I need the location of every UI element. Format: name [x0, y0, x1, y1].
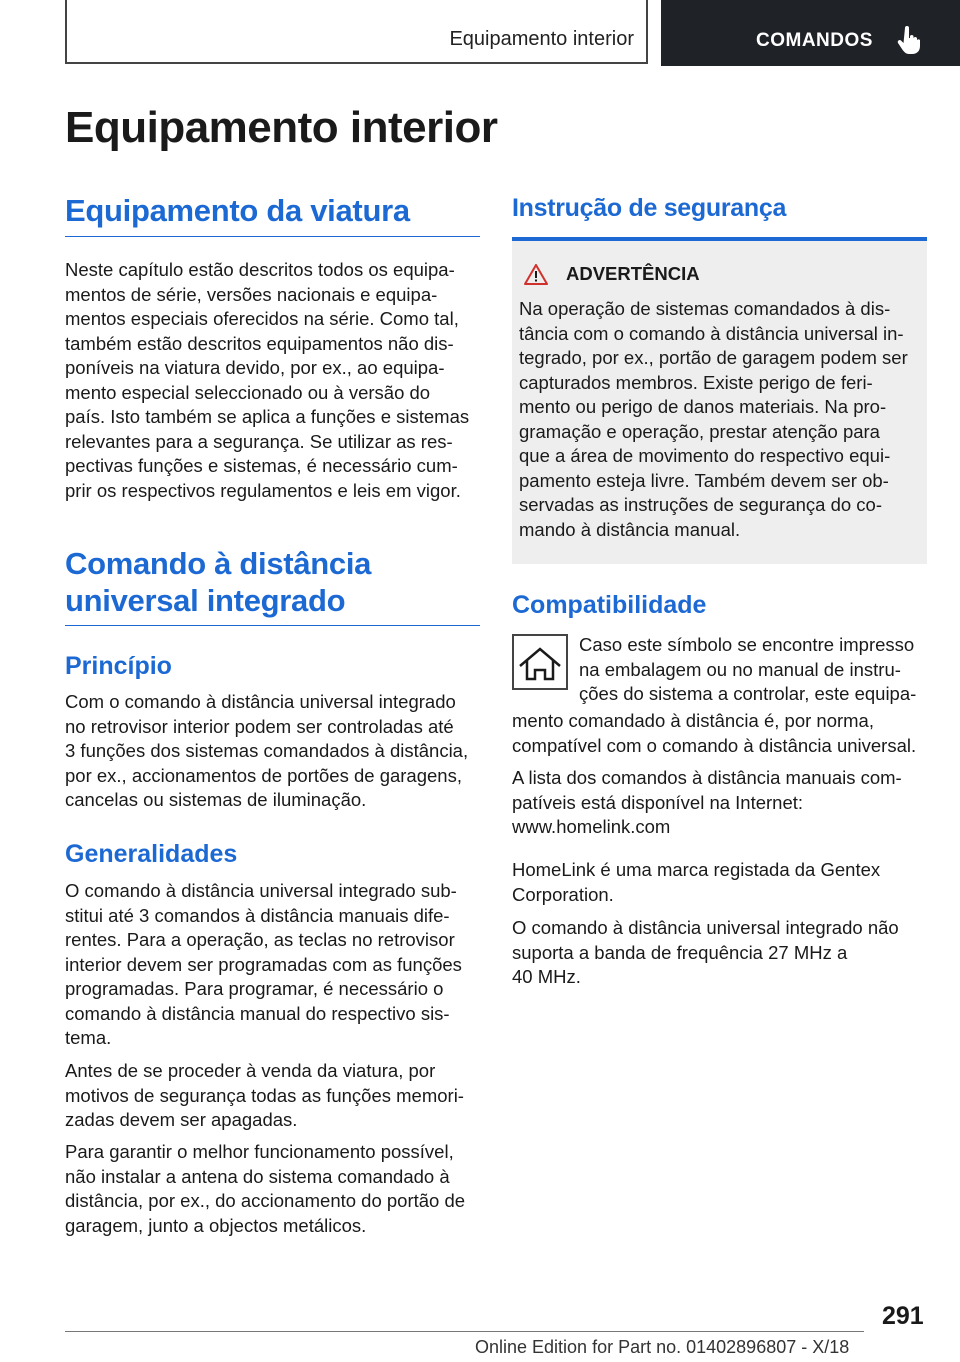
heading-principio: Princípio [65, 652, 172, 680]
text-line: 3 funções dos sistemas comandados à distância, [65, 740, 469, 761]
warning-text [519, 297, 924, 542]
heading-compatibilidade: Compatibilidade [512, 591, 707, 619]
text-line: interior devem ser programadas com as funções [65, 953, 462, 975]
warning-triangle-icon [524, 264, 548, 285]
heading-line: Comando à distância [65, 546, 372, 581]
text-line: patíveis está disponível na Internet: [512, 791, 804, 813]
text-line: servadas as instruções de segurança do co‐ [519, 494, 883, 515]
text-line: HomeLink é uma marca registada da Gentex [512, 859, 881, 880]
paragraph-compat-trademark [512, 858, 932, 907]
homelink-house-icon [512, 634, 568, 690]
text-line: rentes. Para a operação, as teclas no retrovisor [65, 929, 455, 950]
text-line: Caso este símbolo se encontre impresso [579, 634, 915, 655]
paragraph-compat-intro [579, 633, 929, 707]
text-line: país. Isto também se aplica a funções e sistemas [65, 406, 470, 427]
warning-box [512, 237, 927, 564]
paragraph-compat-frequency [512, 916, 932, 990]
text-line: relevantes para a segurança. Se utilizar as res‐ [65, 430, 453, 452]
text-line: Neste capítulo estão descritos todos os equipa‐ [65, 259, 455, 280]
text-line: Antes de se proceder à venda da viatura, por [65, 1060, 436, 1081]
paragraph-generalidades-1 [65, 879, 480, 1051]
text-line: também estão descritos equipamentos não dis‐ [65, 332, 454, 354]
paragraph-generalidades-2 [65, 1059, 480, 1133]
text-line: mentos especiais oferecidos na série. Como tal, [65, 308, 459, 329]
text-line: mento comandado à distância é, por norma, [512, 710, 874, 731]
header-chapter-tab[interactable] [661, 0, 960, 66]
text-line: motivos de segurança todas as funções memori‐ [65, 1084, 464, 1106]
text-line: O comando à distância universal integrado sub‐ [65, 880, 457, 901]
text-line: que a área de movimento do respectivo equi‐ [519, 445, 891, 466]
text-line: distância, por ex., do accionamento do portão de [65, 1190, 466, 1211]
header-chapter-label: COMANDOS [756, 30, 873, 51]
paragraph-compat-list [512, 766, 932, 840]
text-line: por ex., accionamentos de portões de garagens, [65, 764, 462, 786]
paragraph-compat-continued [512, 709, 932, 758]
paragraph-generalidades-3 [65, 1140, 480, 1238]
text-line: mento ou perigo de danos materiais. Na pro‐ [519, 396, 887, 417]
text-line: Com o comando à distância universal integrado [65, 691, 456, 712]
text-line: na embalagem ou no manual de instru‐ [579, 658, 901, 680]
text-line: cancelas ou sistemas de iluminação. [65, 789, 367, 810]
text-line: stitui até 3 comandos à distância manuais dife‐ [65, 904, 450, 926]
text-line: O comando à distância universal integrado não [512, 917, 899, 938]
text-line: tema. [65, 1027, 112, 1048]
text-line: tância com o comando à distância universal in‐ [519, 322, 904, 344]
homelink-url: www.homelink.com [512, 816, 671, 837]
text-line: poníveis na viatura devido, por ex., ao equipa‐ [65, 357, 445, 378]
text-line: prir os respectivos regulamentos e leis em vigor. [65, 479, 461, 501]
text-line: suporta a banda de frequência 27 MHz a [512, 941, 848, 963]
text-line: gramação e operação, prestar atenção para [519, 420, 880, 442]
header-section-label: Equipamento interior [449, 28, 634, 50]
text-line: capturados membros. Existe perigo de feri‐ [519, 371, 873, 393]
warning-header [524, 263, 700, 285]
pointing-hand-icon [897, 26, 921, 54]
footer-divider [65, 1331, 864, 1332]
page-title: Equipamento interior [65, 103, 498, 152]
heading-instrucao-seguranca: Instrução de segurança [512, 194, 787, 222]
text-line: pectivas funções e sistemas, é necessário cum‐ [65, 455, 458, 476]
text-line: comando à distância manual do respectivo sis‐ [65, 1002, 450, 1024]
house-icon [514, 636, 566, 688]
text-line: no retrovisor interior podem ser controladas até [65, 715, 454, 737]
text-line: 40 MHz. [512, 966, 581, 987]
text-line: mento especial seleccionado ou à versão do [65, 381, 431, 403]
text-line: programadas. Para programar, é necessário o [65, 978, 444, 999]
text-line: pamento esteja livre. Também devem ser ob‐ [519, 469, 889, 491]
heading-comando-distancia [65, 546, 480, 626]
text-line: compatível com o comando à distância universal. [512, 734, 917, 756]
paragraph-equipamento-viatura [65, 258, 480, 503]
text-line: Para garantir o melhor funcionamento possível, [65, 1141, 454, 1162]
warning-label: ADVERTÊNCIA [566, 263, 700, 284]
text-line: não instalar a antena do sistema comandado à [65, 1165, 450, 1187]
text-line: mentos de série, versões nacionais e equipa‐ [65, 283, 438, 305]
text-line: A lista dos comandos à distância manuais com‐ [512, 767, 902, 788]
text-line: garagem, junto a objectos metálicos. [65, 1214, 367, 1236]
heading-generalidades: Generalidades [65, 840, 238, 868]
header-section-tab [65, 0, 648, 64]
text-line: zadas devem ser apagadas. [65, 1109, 298, 1130]
text-line: mando à distância manual. [519, 518, 741, 540]
heading-equipamento-viatura: Equipamento da viatura [65, 193, 480, 237]
text-line: ções do sistema a controlar, este equipa‐ [579, 683, 917, 704]
page-number: 291 [882, 1302, 924, 1330]
paragraph-principio [65, 690, 480, 813]
text-line: tegrado, por ex., portão de garagem podem ser [519, 347, 908, 368]
text-line: Corporation. [512, 883, 614, 905]
text-line: Na operação de sistemas comandados à dis‐ [519, 298, 891, 319]
heading-line: universal integrado [65, 582, 346, 618]
footer-edition: Online Edition for Part no. 01402896807 - X/18 [475, 1337, 850, 1357]
